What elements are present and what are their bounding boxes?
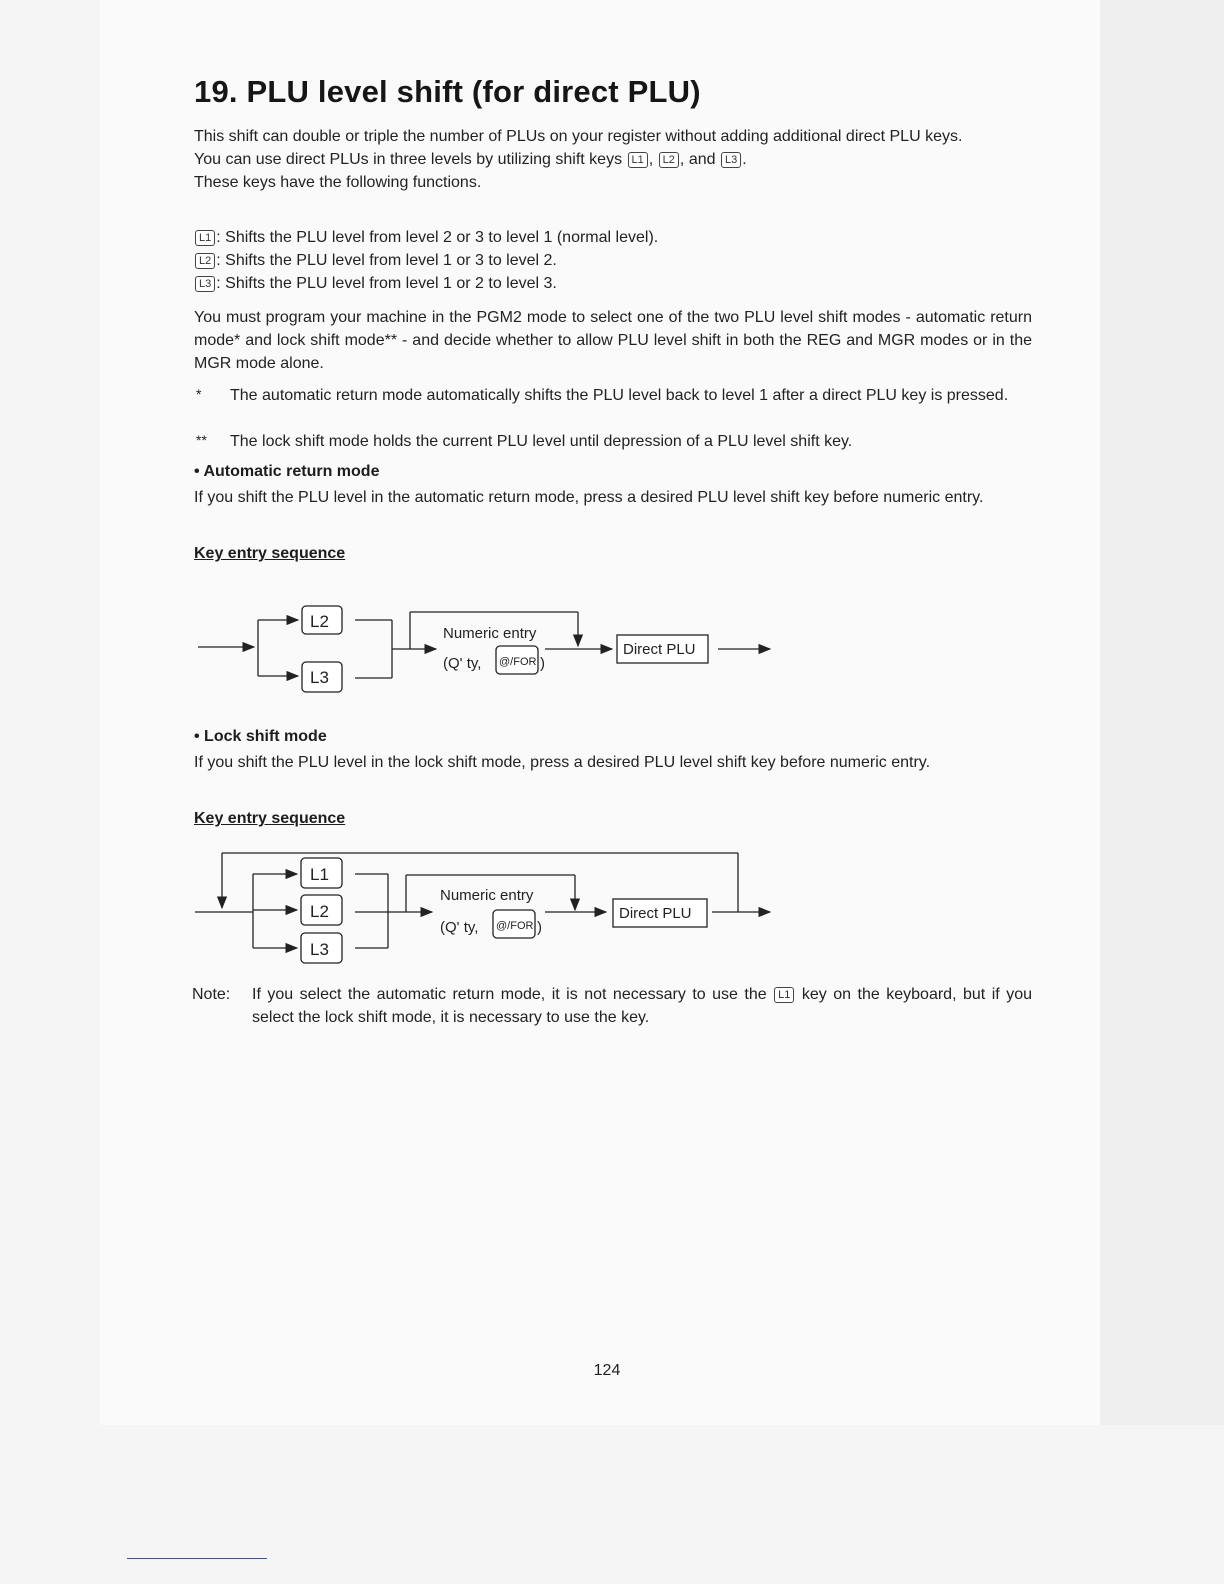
footnote-text: The lock shift mode holds the current PLU level until depression of a PLU level shift key.: [230, 433, 853, 450]
automatic-mode-heading: • Automatic return mode: [194, 463, 380, 480]
intro-paragraph: This shift can double or triple the number of PLUs on your register without adding additional direct PLU keys. You can use direct PLUs in three levels by utilizing shift keys L1 , L2 , and L3 . These keys have the following functions.: [194, 128, 963, 191]
l1-key-label: L1: [310, 865, 329, 884]
l3-key: L3: [721, 152, 741, 168]
footnote-text: The automatic return mode automatically shifts the PLU level back to level 1 after a direct PLU key is pressed.: [230, 387, 1009, 404]
l1-key: L1: [195, 230, 215, 246]
lock-sequence-title: Key entry sequence: [194, 810, 346, 827]
automatic-mode-text: If you shift the PLU level in the automatic return mode, press a desired PLU level shift key before numeric entry.: [194, 489, 984, 506]
l2-key: L2: [659, 152, 679, 168]
qty-label: (Q' ty,: [440, 919, 479, 936]
intro-line-3: These keys have the following functions.: [194, 174, 482, 191]
l3-key-label: L3: [310, 668, 329, 687]
page-title: 19. PLU level shift (for direct PLU): [194, 74, 701, 109]
l2-key-label: L2: [310, 902, 329, 921]
note-text-before: If you select the automatic return mode, it is not necessary to use the: [252, 986, 767, 1003]
numeric-entry-label: Numeric entry: [443, 625, 537, 642]
l2-key: L2: [195, 253, 215, 269]
for-key-label: @/FOR: [499, 656, 537, 668]
page-number: 124: [593, 1362, 621, 1379]
qty-close: ): [537, 919, 542, 936]
l1-key: L1: [774, 987, 794, 1003]
l3-key: L3: [195, 276, 215, 292]
lock-mode-heading: • Lock shift mode: [194, 728, 327, 745]
numeric-entry-label: Numeric entry: [440, 887, 534, 904]
l2-key-label: L2: [310, 612, 329, 631]
qty-label: (Q' ty,: [443, 655, 482, 672]
intro-and: and: [688, 151, 716, 168]
intro-line-2-prefix: You can use direct PLUs in three levels by utilizing shift keys: [194, 151, 623, 168]
footnote-mark: **: [196, 432, 207, 448]
note-text: [252, 983, 1032, 1029]
l1-key: L1: [628, 152, 648, 168]
bottom-link-line: [127, 1558, 267, 1559]
note-label: Note:: [192, 986, 231, 1003]
for-key-label: @/FOR: [496, 920, 534, 932]
intro-line-1: This shift can double or triple the number of PLUs on your register without adding additional direct PLU keys.: [194, 128, 963, 145]
footnote-mark: *: [196, 386, 202, 402]
mode-paragraph: You must program your machine in the PGM2 mode to select one of the two PLU level shift modes - automatic return mode* and lock shift mode** - and decide whether to allow PLU level shift in both the REG and MGR modes or in the MGR mode alone.: [194, 309, 1032, 372]
qty-close: ): [540, 655, 545, 672]
automatic-sequence-title: Key entry sequence: [194, 545, 346, 562]
key-function-desc: : Shifts the PLU level from level 2 or 3 to level 1 (normal level).: [216, 229, 659, 246]
key-function-desc: : Shifts the PLU level from level 1 or 2 to level 3.: [216, 275, 557, 292]
direct-plu-label: Direct PLU: [623, 641, 696, 658]
l3-key-label: L3: [310, 940, 329, 959]
lock-mode-text: If you shift the PLU level in the lock shift mode, press a desired PLU level shift key before numeric entry.: [194, 754, 931, 771]
key-function-desc: : Shifts the PLU level from level 1 or 3 to level 2.: [216, 252, 557, 269]
note-text-after: key on the keyboard, but if you select the lock shift mode, it is necessary to use the key.: [252, 986, 1032, 1026]
direct-plu-label: Direct PLU: [619, 905, 692, 922]
